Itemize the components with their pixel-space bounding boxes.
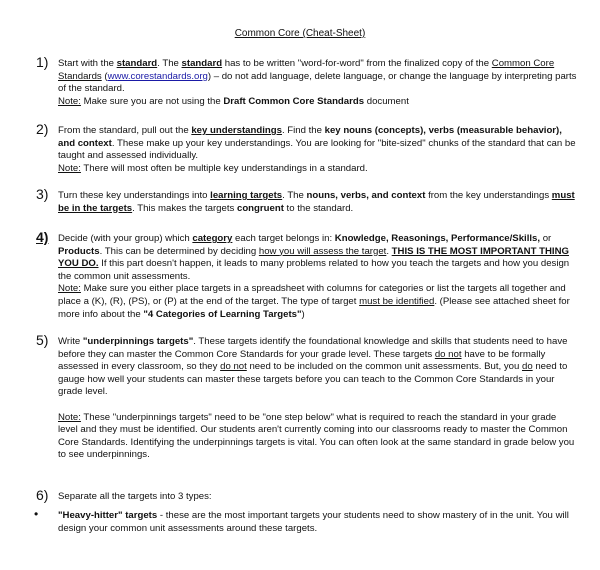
- item-3-number: 3): [36, 186, 49, 202]
- item-2-number: 2): [36, 121, 49, 137]
- bullet-item-text: "Heavy-hitter" targets - these are the most important targets your students need to show mastery of in the unit. You will design your common unit assessments around these targets.: [58, 510, 569, 534]
- item-2-text: From the standard, pull out the key understandings. Find the key nouns (concepts), verbs (measurable behavior), and context. These make up your key understandings. You are looking for "bite-sized" chunks of the standard that can be taught and assessed individually. Note: There will most often be multiple key understandings in a standard.: [58, 125, 576, 174]
- item-5-number: 5): [36, 332, 49, 348]
- item-4-number: 4): [36, 229, 49, 245]
- bullet-icon: •: [34, 507, 39, 521]
- item-1-number: 1): [36, 54, 49, 70]
- item-1-text: Start with the standard. The standard has to be written "word-for-word" from the finalized copy of the Common Core Standards (www.corestandards.org) – do not add language, delete language, or change the language by interpreting parts of the standard. Note: Make sure you are not using the Draft Common Core Standards document: [58, 58, 577, 107]
- item-6-text: Separate all the targets into 3 types:: [58, 491, 212, 502]
- page-title: Common Core (Cheat-Sheet): [234, 28, 366, 39]
- item-6-number: 6): [36, 487, 49, 503]
- item-4-text: Decide (with your group) which category each target belongs in: Knowledge, Reasonings, Performance/Skills, or Products. This can be determined by deciding how you will assess the target. THIS IS THE MOST IMPORTANT THING YOU DO. If this part doesn't happen, it leads to many problems related to how you teach the targets and how you design the common unit assessments. Note: Make sure you either place targets in a spreadsheet with columns for categories or list the targets all together and place a (K), (R), (PS), or (P) at the end of the target. The type of target must be identified. (Please see attached sheet for more info about the "4 Categories of Learning Targets"): [58, 233, 570, 320]
- item-5-text: Write "underpinnings targets". These targets identify the foundational knowledge and skills that students need to have before they can master the Common Core Standards for your grade level. These targets do not have to be formally assessed in every classroom, so they do not need to be included on the common unit assessments. But, you do need to gauge how well your students can master these targets before you can teach to the Common Core Standards in your grade level. Note: These "underpinnings targets" need to be "one step below" what is required to reach the standard in your grade level and they must be identified. Our students aren't currently coming into our classrooms ready to master the Common Core Standards. Identifying the underpinnings targets is vital. You can often look at the same standard in grade below you to see underpinnings.: [58, 336, 575, 461]
- item-3-text: Turn these key understandings into learning targets. The nouns, verbs, and context from the key understandings must be in the targets. This makes the targets congruent to the standard.: [58, 190, 575, 214]
- corestandards-link[interactable]: www.corestandards.org: [107, 70, 208, 82]
